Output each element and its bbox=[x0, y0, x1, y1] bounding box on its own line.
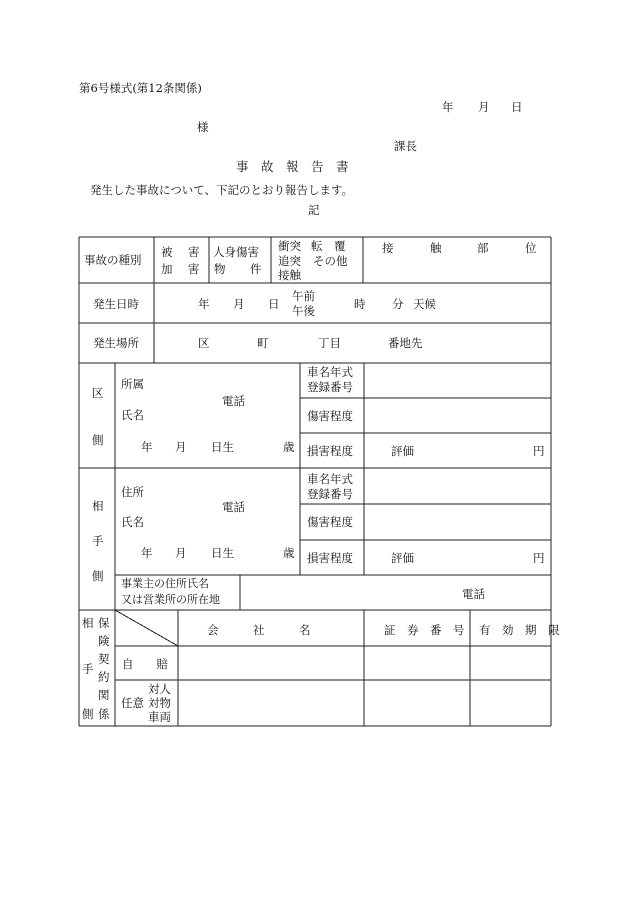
ins-col1-3: 側 bbox=[82, 707, 94, 721]
other-damage-label: 損害程度 bbox=[307, 551, 353, 565]
occ-hour: 時 bbox=[354, 297, 366, 311]
page-title: 事 故 報 告 書 bbox=[236, 159, 349, 174]
addressee-suffix: 様 bbox=[197, 120, 209, 134]
contact-type: 接触 bbox=[278, 268, 301, 282]
property-butsu: 物 bbox=[214, 262, 226, 276]
date-year-label: 年 bbox=[442, 100, 454, 114]
ward-valuation-label: 評価 bbox=[391, 444, 414, 458]
ward-side-label-2: 側 bbox=[92, 433, 104, 447]
occ-day: 日 bbox=[268, 297, 280, 311]
occurrence-date-label: 発生日時 bbox=[93, 297, 139, 311]
personal-injury: 人身傷害 bbox=[213, 245, 259, 259]
ins-taijin: 対人 bbox=[148, 682, 171, 696]
victim-gai: 害 bbox=[188, 245, 200, 259]
ins-compulsory-label: 自 賠 bbox=[122, 657, 168, 671]
ins-col1-2: 手 bbox=[82, 662, 94, 676]
ins-col2-4: 約 bbox=[98, 670, 110, 684]
other-vehicle-label-2: 登録番号 bbox=[307, 487, 353, 501]
ward-yen-label: 円 bbox=[533, 444, 545, 458]
other-type: その他 bbox=[313, 254, 348, 268]
ward-phone-label: 電話 bbox=[222, 394, 245, 408]
collision: 衝突 bbox=[278, 239, 301, 253]
occ-year: 年 bbox=[198, 297, 210, 311]
ins-sharyou: 車両 bbox=[148, 710, 171, 724]
ward-vehicle-label-2: 登録番号 bbox=[307, 380, 353, 394]
employer-label-2: 又は営業所の所在地 bbox=[121, 593, 220, 606]
ins-col2-1: 保 bbox=[98, 616, 110, 630]
other-yen-label: 円 bbox=[533, 551, 545, 565]
assailant-gai: 害 bbox=[188, 262, 200, 276]
other-age: 歳 bbox=[283, 546, 295, 560]
other-side-label-3: 側 bbox=[92, 569, 104, 583]
ward-injury-label: 傷害程度 bbox=[307, 409, 353, 423]
other-side-label-1: 相 bbox=[92, 499, 104, 513]
ins-company-header: 会 社 名 bbox=[207, 623, 311, 637]
intro-text: 発生した事故について、下記のとおり報告します。 bbox=[90, 183, 354, 197]
contact-part-1: 接 bbox=[382, 241, 394, 255]
occ-am: 午前 bbox=[292, 289, 315, 303]
loc-ward: 区 bbox=[198, 336, 210, 350]
loc-banchi: 番地先 bbox=[388, 336, 423, 350]
other-vehicle-label-1: 車名年式 bbox=[307, 472, 353, 486]
other-name-label: 氏名 bbox=[121, 515, 144, 529]
ward-affiliation-label: 所属 bbox=[121, 377, 144, 391]
other-address-label: 住所 bbox=[121, 485, 144, 499]
accident-type-label: 事故の種別 bbox=[84, 253, 142, 267]
weather-label: 天候 bbox=[413, 297, 436, 311]
ins-cert-header: 証 券 番 号 bbox=[384, 623, 465, 637]
other-injury-label: 傷害程度 bbox=[307, 515, 353, 529]
ward-age: 歳 bbox=[283, 440, 295, 454]
ward-birth-month: 月 bbox=[175, 440, 187, 454]
ward-side-label-1: 区 bbox=[92, 386, 104, 400]
sender-title: 課長 bbox=[394, 139, 417, 153]
property-ken: 件 bbox=[250, 262, 262, 276]
other-birth-year: 年 bbox=[141, 546, 153, 560]
contact-part-4: 位 bbox=[525, 241, 537, 255]
date-day-label: 日 bbox=[511, 100, 523, 114]
ins-col2-3: 契 bbox=[98, 652, 110, 666]
form-number: 第6号様式(第12条関係) bbox=[79, 81, 202, 95]
ward-name-label: 氏名 bbox=[121, 408, 144, 422]
date-month-label: 月 bbox=[478, 100, 490, 114]
overturn: 転 覆 bbox=[311, 239, 346, 253]
occ-month: 月 bbox=[233, 297, 245, 311]
ward-damage-label: 損害程度 bbox=[307, 444, 353, 458]
ward-birth-day: 日生 bbox=[211, 440, 234, 454]
ins-validity-header: 有 効 期 限 bbox=[479, 623, 560, 637]
other-phone-label: 電話 bbox=[222, 500, 245, 514]
ins-col1-1: 相 bbox=[82, 616, 94, 630]
occ-pm: 午後 bbox=[292, 304, 315, 318]
ki-label: 記 bbox=[308, 203, 320, 217]
ins-taibutsu: 対物 bbox=[148, 696, 171, 710]
ward-birth-year: 年 bbox=[141, 440, 153, 454]
loc-chome: 丁目 bbox=[318, 336, 341, 350]
employer-label-1: 事業主の住所氏名 bbox=[121, 577, 209, 590]
loc-town: 町 bbox=[257, 336, 269, 350]
ins-col2-5: 関 bbox=[98, 688, 110, 702]
assailant-ka: 加 bbox=[161, 262, 173, 276]
other-birth-month: 月 bbox=[175, 546, 187, 560]
ward-vehicle-label-1: 車名年式 bbox=[307, 365, 353, 379]
other-side-label-2: 手 bbox=[92, 534, 104, 548]
contact-part-3: 部 bbox=[477, 241, 489, 255]
other-birth-day: 日生 bbox=[211, 546, 234, 560]
employer-phone-label: 電話 bbox=[462, 587, 485, 601]
rear-end: 追突 bbox=[278, 254, 301, 268]
other-valuation-label: 評価 bbox=[391, 551, 414, 565]
victim-hi: 被 bbox=[161, 245, 173, 259]
ins-col2-6: 係 bbox=[98, 707, 110, 721]
contact-part-2: 触 bbox=[430, 241, 442, 255]
ins-col2-2: 険 bbox=[98, 634, 110, 648]
location-label: 発生場所 bbox=[93, 336, 139, 350]
ins-voluntary-label: 任意 bbox=[121, 696, 144, 710]
occ-minute: 分 bbox=[392, 297, 404, 311]
